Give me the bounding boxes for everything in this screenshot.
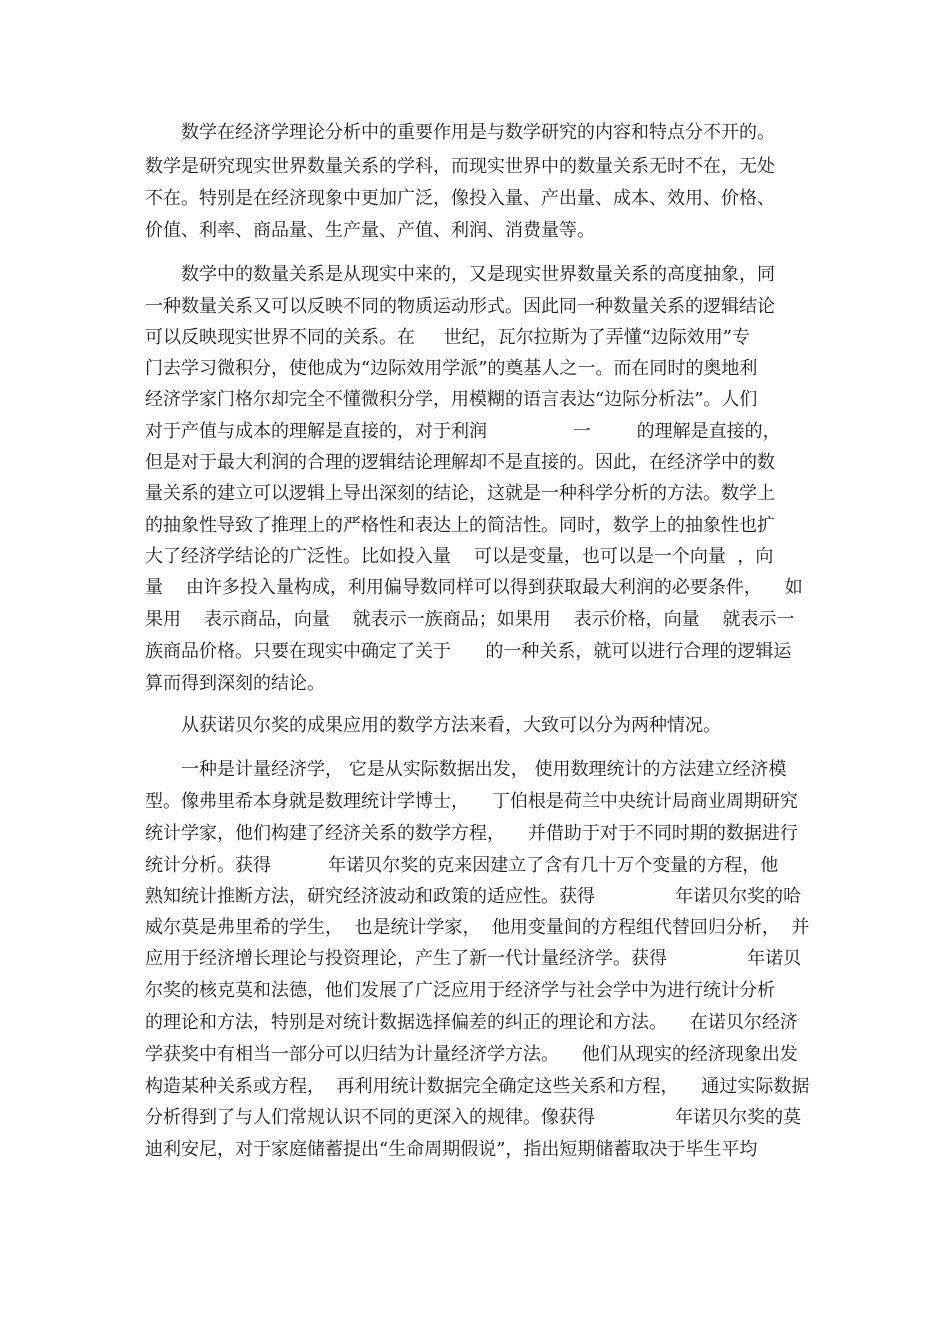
- paragraph-2-line-12: 果用 表示商品，向量 就表示一族商品；如果用 表示价格，向量 就表示一: [145, 609, 795, 630]
- paragraph-2-line-9: 的抽象性导致了推理上的严格性和表达上的简洁性。同时，数学上的抽象性也扩: [145, 515, 775, 536]
- paragraph-2-line-10: 大了经济学结论的广泛性。比如投入量 可以是变量，也可以是一个向量 ，向: [145, 546, 774, 567]
- paragraph-2-line-4: 门去学习微积分，使他成为“边际效用学派”的奠基人之一。而在同时的奥地利: [145, 358, 758, 379]
- paragraph-4-line-8: 尔奖的核克莫和法德，他们发展了广泛应用于经济学与社会学中为进行统计分析: [145, 980, 775, 1001]
- paragraph-2-line-6: 对于产值与成本的理解是直接的，对于利润 一 的理解是直接的，: [145, 421, 781, 442]
- paragraph-3-line-1: 从获诺贝尔奖的成果应用的数学方法来看，大致可以分为两种情况。: [181, 715, 721, 736]
- paragraph-4-line-11: 构造某种关系或方程， 再利用统计数据完全确定这些关系和方程， 通过实际数据: [145, 1076, 810, 1097]
- paragraph-1-line-2: 数学是研究现实世界数量关系的学科，而现实世界中的数量关系无时不在，无处: [145, 156, 775, 177]
- paragraph-2-line-13: 族商品价格。只要在现实中确定了关于 的一种关系，就可以进行合理的逻辑运: [145, 641, 792, 662]
- paragraph-2-line-1: 数学中的数量关系是从现实中来的，又是现实世界数量关系的高度抽象，同: [181, 264, 775, 285]
- paragraph-4-line-6: 威尔莫是弗里希的学生， 也是统计学家， 他用变量间的方程组代替回归分析， 并: [145, 917, 810, 938]
- paragraph-1-line-1: 数学在经济学理论分析中的重要作用是与数学研究的内容和特点分不开的。: [181, 122, 775, 143]
- paragraph-2-line-11: 量 由许多投入量构成，利用偏导数同样可以得到获取最大利润的必要条件， 如: [145, 577, 803, 598]
- paragraph-4-line-5: 熟知统计推断方法，研究经济波动和政策的适应性。获得 年诺贝尔奖的哈: [145, 886, 802, 907]
- paragraph-2-line-8: 量关系的建立可以逻辑上导出深刻的结论，这就是一种科学分析的方法。数学上: [145, 483, 775, 504]
- paragraph-4-line-7: 应用于经济增长理论与投资理论，产生了新一代计量经济学。获得 年诺贝: [145, 948, 802, 969]
- paragraph-2-line-3: 可以反映现实世界不同的关系。在 世纪，瓦尔拉斯为了弄懂“边际效用”专: [145, 327, 751, 348]
- paragraph-4-line-2: 型。像弗里希本身就是数理统计学博士， 丁伯根是荷兰中央统计局商业周期研究: [145, 791, 798, 812]
- paragraph-4-line-4: 统计分析。获得 年诺贝尔奖的克来因建立了含有几十万个变量的方程，他: [145, 855, 779, 876]
- paragraph-2-line-5: 经济学家门格尔却完全不懂微积分学，用模糊的语言表达“边际分析法”。人们: [145, 389, 758, 410]
- paragraph-4-line-9: 的理论和方法，特别是对统计数据选择偏差的纠正的理论和方法。 在诺贝尔经济: [145, 1012, 798, 1033]
- paragraph-4-line-13: 迪利安尼，对于家庭储蓄提出“生命周期假说”，指出短期储蓄取决于毕生平均: [145, 1139, 758, 1160]
- paragraph-4-line-12: 分析得到了与人们常规认识不同的更深入的规律。像获得 年诺贝尔奖的莫: [145, 1107, 802, 1128]
- paragraph-4-line-3: 统计学家，他们构建了经济关系的数学方程， 并借助于对于不同时期的数据进行: [145, 823, 798, 844]
- paragraph-4-line-1: 一种是计量经济学， 它是从实际数据出发， 使用数理统计的方法建立经济模: [181, 759, 787, 780]
- paragraph-2-line-14: 算而得到深刻的结论。: [145, 673, 325, 694]
- paragraph-2-line-2: 一种数量关系又可以反映不同的物质运动形式。因此同一种数量关系的逻辑结论: [145, 296, 775, 317]
- paragraph-4-line-10: 学获奖中有相当一部分可以归结为计量经济学方法。 他们从现实的经济现象出发: [145, 1044, 798, 1065]
- paragraph-1-line-4: 价值、利率、商品量、生产量、产值、利润、消费量等。: [145, 220, 595, 241]
- paragraph-2-line-7: 但是对于最大利润的合理的逻辑结论理解却不是直接的。因此，在经济学中的数: [145, 452, 775, 473]
- paragraph-1-line-3: 不在。特别是在经济现象中更加广泛，像投入量、产出量、成本、效用、价格、: [145, 188, 775, 209]
